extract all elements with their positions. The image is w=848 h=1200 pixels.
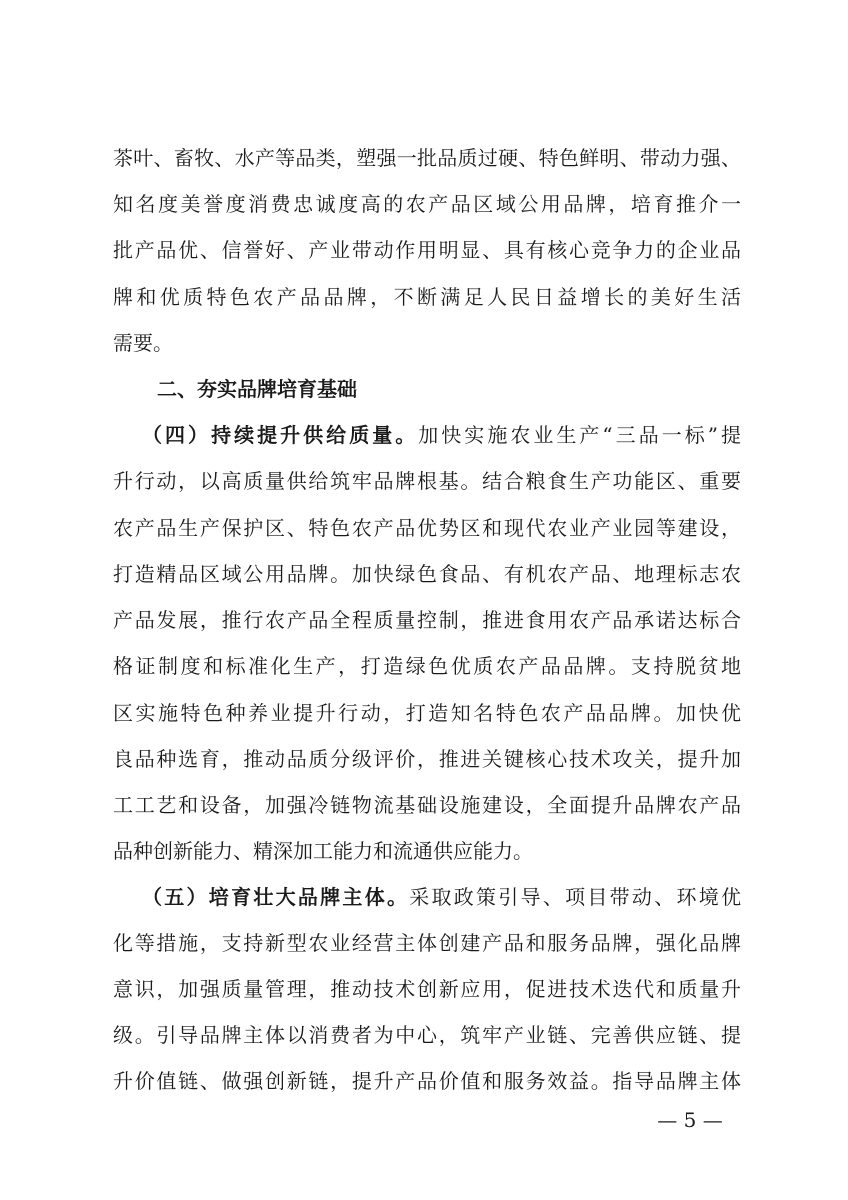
paragraph-3-line: 意识，加强质量管理，推动技术创新应用，促进技术迭代和质量升 <box>113 977 741 1001</box>
paragraph-2-line: 工工艺和设备，加强冷链物流基础设施建设，全面提升品牌农产品 <box>113 793 741 817</box>
paragraph-2-line: 打造精品区域公用品牌。加快绿色食品、有机农产品、地理标志农 <box>113 562 741 586</box>
paragraph-2-line: 格证制度和标准化生产，打造绿色优质农产品品牌。支持脱贫地 <box>113 654 741 678</box>
paragraph-3-first-line <box>142 885 741 909</box>
paragraph-1-line: 批产品优、信誉好、产业带动作用明显、具有核心竞争力的企业品 <box>113 238 741 262</box>
paragraph-1-line: 茶叶、畜牧、水产等品类，塑强一批品质过硬、特色鲜明、带动力强、 <box>113 146 741 170</box>
paragraph-2-line: 农产品生产保护区、特色农产品优势区和现代农业产业园等建设， <box>113 516 741 540</box>
paragraph-2-line: 良品种选育，推动品质分级评价，推进关键核心技术攻关，提升加 <box>113 747 741 771</box>
page-number: — 5 — <box>657 1108 723 1132</box>
paragraph-2-first-line-text: 加快实施农业生产“三品一标”提 <box>418 423 741 447</box>
paragraph-3-first-line-text: 采取政策引导、项目带动、环境优 <box>409 885 741 909</box>
paragraph-3-line: 升价值链、做强创新链，提升产品价值和服务效益。指导品牌主体 <box>113 1069 741 1093</box>
paragraph-2-line: 品种创新能力、精深加工能力和流通供应能力。 <box>113 839 533 863</box>
section-heading: 二、夯实品牌培育基础 <box>157 377 357 401</box>
paragraph-1-line: 需要。 <box>113 331 173 355</box>
paragraph-2-heading: （四）持续提升供给质量。 <box>142 423 419 447</box>
paragraph-3-heading: （五）培育壮大品牌主体。 <box>142 885 410 909</box>
paragraph-3-line: 化等措施，支持新型农业经营主体创建产品和服务品牌，强化品牌 <box>113 931 741 955</box>
paragraph-2-line: 区实施特色种养业提升行动，打造知名特色农产品品牌。加快优 <box>113 701 741 725</box>
paragraph-1-line: 牌和优质特色农产品品牌，不断满足人民日益增长的美好生活 <box>113 285 741 309</box>
paragraph-2-line: 升行动，以高质量供给筑牢品牌根基。结合粮食生产功能区、重要 <box>113 469 741 493</box>
paragraph-1-line: 知名度美誉度消费忠诚度高的农产品区域公用品牌，培育推介一 <box>113 192 741 216</box>
paragraph-2-line: 产品发展，推行农产品全程质量控制，推进食用农产品承诺达标合 <box>113 608 741 632</box>
paragraph-2-first-line <box>142 423 741 447</box>
paragraph-3-line: 级。引导品牌主体以消费者为中心，筑牢产业链、完善供应链、提 <box>113 1023 741 1047</box>
